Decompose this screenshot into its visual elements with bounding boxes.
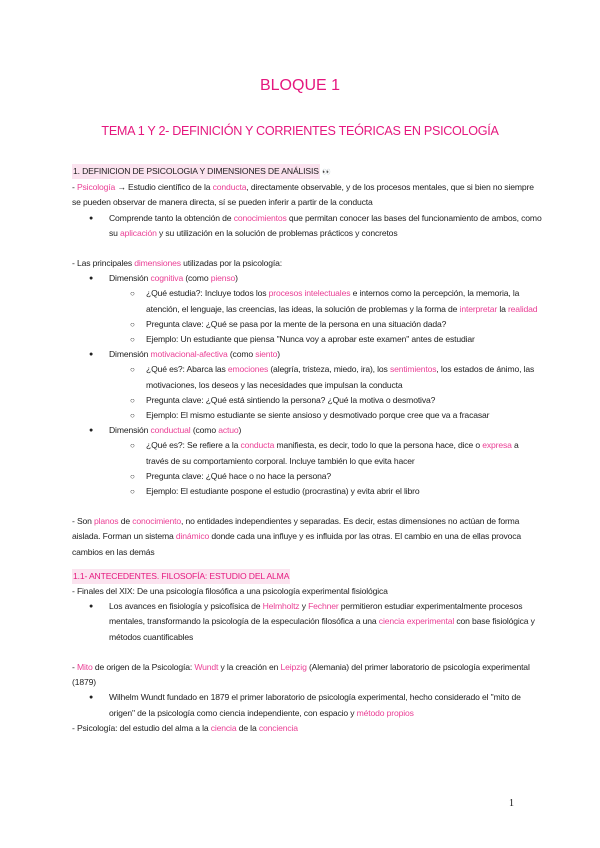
dimension-behavioral: ● Dimensión conductual (como actuo) bbox=[72, 423, 542, 438]
dimensions-intro: - Las principales dimensiones utilizadas por la psicología: bbox=[72, 258, 282, 269]
dimension-cognitive: ● Dimensión cognitiva (como pienso) bbox=[72, 271, 542, 286]
term-psicologia: Psicología bbox=[76, 182, 116, 193]
eyes-icon: 👀 bbox=[322, 169, 331, 176]
soul-to-science-line: - Psicología: del estudio del alma a la ciencia de la conciencia bbox=[72, 722, 298, 733]
psychology-definition: - Psicología → Estudio científico de la conducta, directamente observable, y de los procesos mentales, que si bien no siempre se pueden observar de manera directa, sí se pueden inferir a partir de la conducta bbox=[72, 182, 534, 208]
list-item: ○ Ejemplo: El estudiante pospone el estudio (procrastina) y evita abrir el libro bbox=[72, 484, 542, 499]
myth-paragraph: - Mito de origen de la Psicología: Wundt y la creación en Leipzig (Alemania) del primer laboratorio de psicología experimental (1879) bbox=[72, 661, 530, 688]
section-1-title: 1. DEFINICION DE PSICOLOGIA Y DIMENSIONES DE ANÁLISIS bbox=[72, 164, 320, 179]
list-item: ○ Pregunta clave: ¿Qué se pasa por la mente de la persona en una situación dada? bbox=[72, 317, 542, 332]
list-item: ○ ¿Qué es?: Se refiere a la conducta manifiesta, es decir, todo lo que la persona hace, dice o expresa a través de su comportamiento corporal. Incluye también lo que evita hacer bbox=[72, 438, 542, 468]
finales-line: - Finales del XIX: De una psicología filosófica a una psicología experimental fisiológica bbox=[72, 586, 388, 597]
section-1-1-title: 1.1- ANTECEDENTES. FILOSOFÍA: ESTUDIO DEL ALMA bbox=[72, 569, 290, 584]
list-item: ○ ¿Qué es?: Abarca las emociones (alegría, tristeza, miedo, ira), los sentimientos, los estados de ánimo, las motivaciones, los deseos y las necesidades que impulsan la conducta bbox=[72, 362, 542, 392]
planes-paragraph: - Son planos de conocimiento, no entidades independientes y separadas. Es decir, estas dimensiones no actúan de forma aislada. Forman un sistema dinámico donde cada una influye y es influida por las otras. El cambio en una de ellas provoca cambios en las demás bbox=[72, 516, 522, 557]
topic-title: TEMA 1 Y 2- DEFINICIÓN Y CORRIENTES TEÓRICAS EN PSICOLOGÍA bbox=[101, 124, 499, 138]
list-item: ● Comprende tanto la obtención de conocimientos que permitan conocer las bases del funcionamiento de ambos, como su aplicación y su utilización en la solución de problemas prácticos y concretos bbox=[72, 211, 542, 241]
list-item: ○ Pregunta clave: ¿Qué está sintiendo la persona? ¿Qué la motiva o desmotiva? bbox=[72, 393, 542, 408]
section-1-1-heading bbox=[72, 569, 542, 584]
section-1-heading bbox=[72, 164, 542, 180]
list-item: ○ Ejemplo: El mismo estudiante se siente ansioso y desmotivado porque cree que va a fracasar bbox=[72, 408, 542, 423]
list-item: ○ Ejemplo: Un estudiante que piensa "Nunca voy a aprobar este examen" antes de estudiar bbox=[72, 332, 542, 347]
dimension-motivational: ● Dimensión motivacional-afectiva (como siento) bbox=[72, 347, 542, 362]
list-item: ● Los avances en fisiología y psicofísica de Helmholtz y Fechner permitieron estudiar experimentalmente procesos mentales, transformando la psicología de la especulación filosófica a una ciencia experimental con base fisiológica y métodos cuantificables bbox=[72, 599, 542, 645]
page-number: 1 bbox=[509, 798, 514, 809]
block-title: BLOQUE 1 bbox=[259, 77, 341, 94]
list-item: ○ ¿Qué estudia?: Incluye todos los procesos intelectuales e internos como la percepción, la memoria, la atención, el lenguaje, las creencias, las ideas, la solución de problemas y la forma de interpretar la realidad bbox=[72, 286, 542, 316]
document-body bbox=[72, 164, 542, 736]
list-item: ● Wilhelm Wundt fundado en 1879 el primer laboratorio de psicología experimental, hecho considerado el "mito de origen" de la psicología como ciencia independiente, con espacio y método propios bbox=[72, 690, 542, 720]
list-item: ○ Pregunta clave: ¿Qué hace o no hace la persona? bbox=[72, 469, 542, 484]
